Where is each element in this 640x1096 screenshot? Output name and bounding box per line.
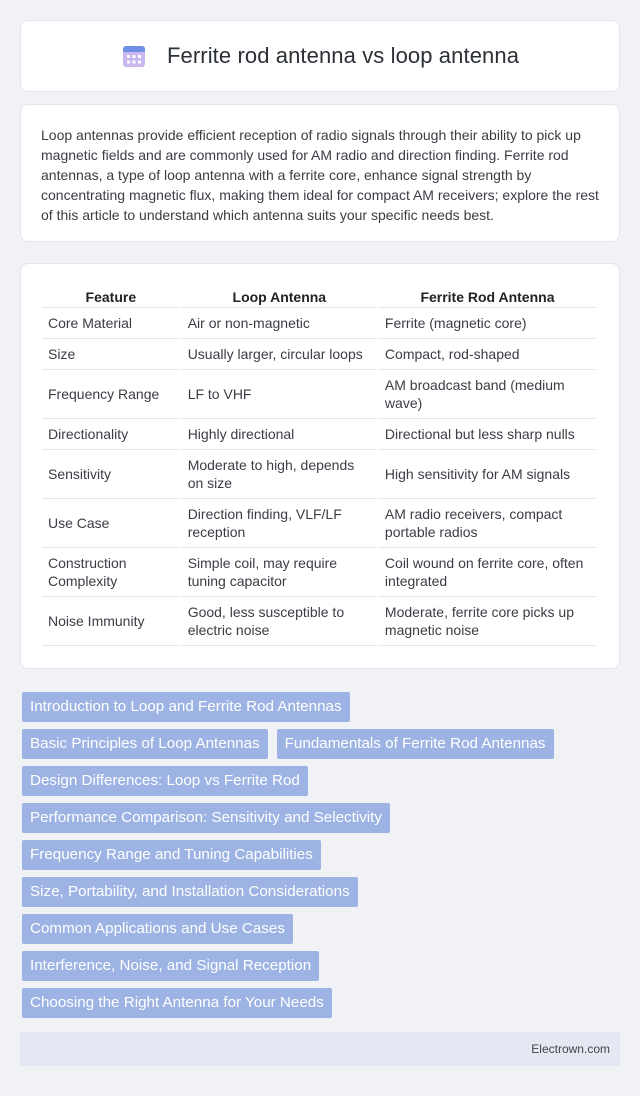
topic-link[interactable]: Design Differences: Loop vs Ferrite Rod	[22, 766, 308, 796]
table-cell: Size	[42, 339, 180, 370]
topic-links	[22, 692, 618, 1025]
topic-link[interactable]: Frequency Range and Tuning Capabilities	[22, 840, 321, 870]
header-card	[20, 20, 620, 92]
table-row	[42, 548, 596, 597]
footer	[20, 1032, 620, 1066]
table-cell: Air or non-magnetic	[182, 308, 377, 339]
footer-brand[interactable]: Electrown.com	[531, 1042, 610, 1056]
topic-link[interactable]: Performance Comparison: Sensitivity and Selectivity	[22, 803, 390, 833]
table-cell: Highly directional	[182, 419, 377, 450]
table-cell: Construction Complexity	[42, 548, 180, 597]
topic-link[interactable]: Fundamentals of Ferrite Rod Antennas	[277, 729, 554, 759]
header-feature: Feature	[42, 284, 180, 308]
table-row	[42, 499, 596, 548]
header-ferrite-rod-antenna: Ferrite Rod Antenna	[379, 284, 596, 308]
table-cell: Use Case	[42, 499, 180, 548]
comparison-table-card	[20, 263, 620, 669]
table-cell: Direction finding, VLF/LF reception	[182, 499, 377, 548]
table-cell: Frequency Range	[42, 370, 180, 419]
table-cell: LF to VHF	[182, 370, 377, 419]
table-cell: Moderate, ferrite core picks up magnetic noise	[379, 597, 596, 646]
table-cell: Sensitivity	[42, 450, 180, 499]
topic-link[interactable]: Basic Principles of Loop Antennas	[22, 729, 268, 759]
table-cell: Usually larger, circular loops	[182, 339, 377, 370]
table-cell: AM broadcast band (medium wave)	[379, 370, 596, 419]
table-row	[42, 419, 596, 450]
table-cell: Compact, rod-shaped	[379, 339, 596, 370]
table-cell: AM radio receivers, compact portable radios	[379, 499, 596, 548]
comparison-table	[40, 284, 598, 646]
table-cell: Directional but less sharp nulls	[379, 419, 596, 450]
table-cell: Good, less susceptible to electric noise	[182, 597, 377, 646]
table-row	[42, 308, 596, 339]
topic-link[interactable]: Interference, Noise, and Signal Reception	[22, 951, 319, 981]
table-row	[42, 450, 596, 499]
topic-link[interactable]: Size, Portability, and Installation Considerations	[22, 877, 358, 907]
table-cell: High sensitivity for AM signals	[379, 450, 596, 499]
table-cell: Simple coil, may require tuning capacitor	[182, 548, 377, 597]
table-cell: Moderate to high, depends on size	[182, 450, 377, 499]
table-cell: Core Material	[42, 308, 180, 339]
table-header-row	[42, 284, 596, 308]
header-loop-antenna: Loop Antenna	[182, 284, 377, 308]
topic-link[interactable]: Common Applications and Use Cases	[22, 914, 293, 944]
table-cell: Ferrite (magnetic core)	[379, 308, 596, 339]
table-cell: Directionality	[42, 419, 180, 450]
table-row	[42, 339, 596, 370]
intro-card	[20, 104, 620, 242]
intro-text: Loop antennas provide efficient reception of radio signals through their ability to pick up magnetic fields and are commonly used for AM radio and direction finding. Ferrite rod antennas, a type of loop antenna with a ferrite core, enhance signal strength by concentrating magnetic flux, making them ideal for compact AM receivers; explore the rest of this article to understand which antenna suits your specific needs best.	[41, 127, 599, 223]
topic-link[interactable]: Introduction to Loop and Ferrite Rod Antennas	[22, 692, 350, 722]
calendar-icon	[121, 43, 147, 69]
table-cell: Coil wound on ferrite core, often integrated	[379, 548, 596, 597]
topic-link[interactable]: Choosing the Right Antenna for Your Needs	[22, 988, 332, 1018]
table-cell: Noise Immunity	[42, 597, 180, 646]
table-row	[42, 370, 596, 419]
table-row	[42, 597, 596, 646]
page-title: Ferrite rod antenna vs loop antenna	[166, 43, 520, 68]
